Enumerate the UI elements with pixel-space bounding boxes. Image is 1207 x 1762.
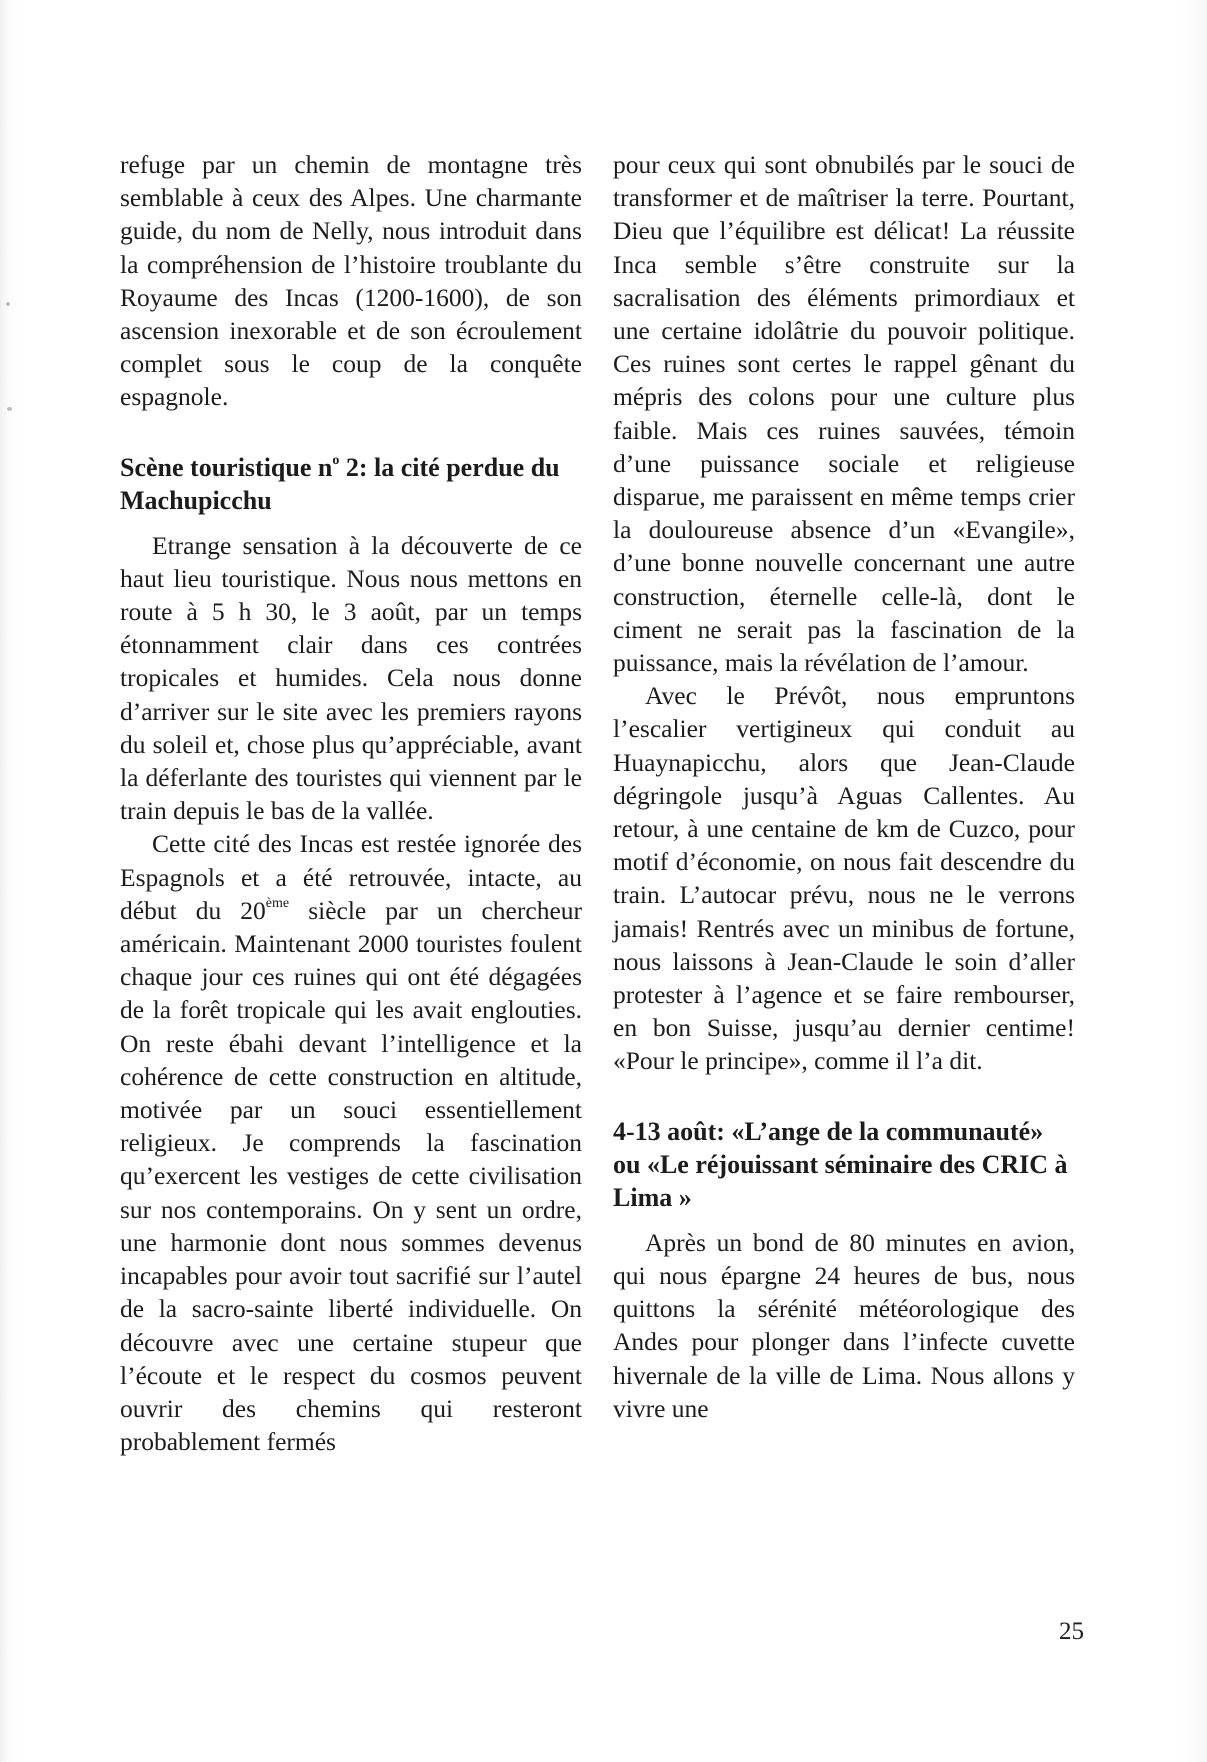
paragraph: refuge par un chemin de montagne très semblable à ceux des Alpes. Une charmante guide, du nom de Nelly, nous introduit dans la compréhension de l’histoire troublante du Royaume des Incas (1200-1600), de son ascension inexorable et de son écroulement complet sous le coup de la conquête espagnole. <box>120 150 582 412</box>
heading-superscript: o <box>332 452 340 468</box>
paragraph-text: Cette cité des Incas est restée ignorée des Espagnols et a été retrouvée, intacte, au début du 20 <box>120 829 582 925</box>
heading-text: Scène touristique n <box>120 452 333 482</box>
heading-text: 2: la cité perdue du Machupicchu <box>120 452 560 515</box>
right-column <box>613 148 1075 1425</box>
page-number: 25 <box>1059 1618 1084 1645</box>
scan-speck <box>7 407 12 411</box>
paragraph <box>120 827 582 1458</box>
paragraph: Etrange sensation à la découverte de ce haut lieu touristique. Nous nous mettons en route à 5 h 30, le 3 août, par un temps étonnamment clair dans ces contrées tropicales et humides. Cela nous donne d’arriver sur le site avec les premiers rayons du soleil et, chose plus qu’appréciable, avant la déferlante des touristes qui viennent par le train depuis le bas de la vallée. <box>120 530 582 826</box>
section-heading: 4-13 août: «L’ange de la communauté» ou «Le réjouissant séminaire des CRIC à Lima » <box>613 1116 1068 1212</box>
paragraph-text: siècle par un chercheur américain. Maintenant 2000 touristes foulent chaque jour ces ruines qui ont été dégagées de la forêt tropicale qui les avait englouties. On reste ébahi devant l’intelligence et la cohérence de cette construction en altitude, motivée par un souci essentiellement religieux. Je comprends la fascination qu’exercent les vestiges de cette civilisation sur nos contemporains. On y sent un ordre, une harmonie dont nous sommes devenus incapables pour avoir tout sacrifié sur l’autel de la sacro-sainte liberté individuelle. On découvre avec une certaine stupeur que l’écoute et le respect du cosmos peuvent ouvrir des chemins qui resteront probablement fermés <box>120 895 582 1457</box>
paragraph: pour ceux qui sont obnubilés par le souci de transformer et de maîtriser la terre. Pourtant, Dieu que l’équilibre est délicat! La réussite Inca semble s’être construite sur la sacralisation des éléments primordiaux et une certaine idolâtrie du pouvoir politique. Ces ruines sont certes le rappel gênant du mépris des colons pour une culture plus faible. Mais ces ruines sauvées, témoin d’une puissance sociale et religieuse disparue, me paraissent en même temps crier la douloureuse absence d’un «Evangile», d’une bonne nouvelle concernant une autre construction, éternelle celle-là, dont le ciment ne serait pas la fascination de la puissance, mais la révélation de l’amour. <box>613 150 1075 678</box>
paragraph: Après un bond de 80 minutes en avion, qui nous épargne 24 heures de bus, nous quittons la sérénité météorologique des Andes pour plonger dans l’infecte cuvette hivernale de la ville de Lima. Nous allons y vivre une <box>613 1227 1075 1423</box>
scan-speck <box>6 302 10 306</box>
superscript: ème <box>265 896 290 912</box>
section-heading <box>120 451 582 517</box>
paragraph: Avec le Prévôt, nous empruntons l’escalier vertigineux qui conduit au Huaynapicchu, alors que Jean-Claude dégringole jusqu’à Aguas Callentes. Au retour, à une centaine de km de Cuzco, pour motif d’économie, on nous fait descendre du train. L’autocar prévu, nous ne le verrons jamais! Rentrés avec un minibus de fortune, nous laissons à Jean-Claude le soin d’aller protester à l’agence et se faire rembourser, en bon Suisse, jusqu’au dernier centime! «Pour le principe», comme il l’a dit. <box>613 681 1075 1076</box>
left-column <box>120 148 582 1458</box>
